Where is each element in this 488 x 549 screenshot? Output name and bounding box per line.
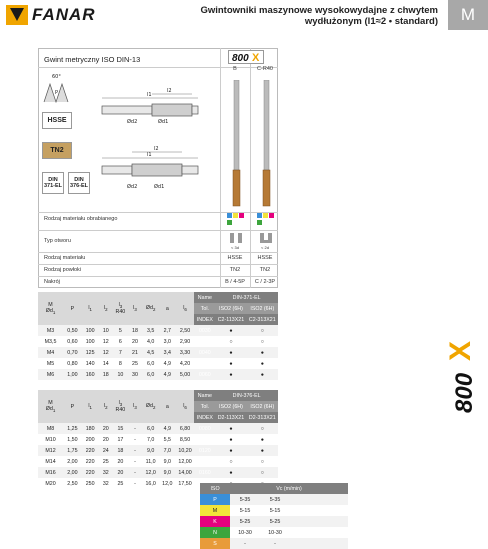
col-d2: $Ød_2$ (142, 390, 159, 423)
cell-l3: 18 (128, 325, 143, 336)
panel-title: Gwint metryczny ISO DIN-13 (44, 55, 141, 64)
vc-c-cell: 10-30 (260, 527, 290, 538)
cell-l1: 125 (82, 347, 99, 358)
cell-p: 2,50 (63, 478, 82, 489)
tap2-tip (182, 166, 198, 174)
cell-d2: 4,0 (142, 336, 159, 347)
vc-empty-cell (290, 516, 348, 527)
vc-c-cell: 5-15 (260, 505, 290, 516)
cell-p: 0,50 (63, 325, 82, 336)
col-p: P (63, 390, 82, 423)
cell-idx: 0140 (194, 456, 215, 467)
cell-l2: 12 (99, 347, 114, 358)
cell-l3r: 18 (113, 445, 128, 456)
cell-a: 9,0 (159, 456, 176, 467)
cell-m: M8 (38, 423, 63, 434)
cell-l6: 6,80 (176, 423, 195, 434)
cell-l2: 20 (99, 434, 114, 445)
cell-l2: 25 (99, 456, 114, 467)
thread-profile-icon (42, 72, 74, 106)
cell-a: 4,9 (159, 369, 176, 380)
tol-b: ISO2 (6H) (215, 401, 246, 412)
cell-m: M10 (38, 434, 63, 445)
hole-blind-icon (259, 232, 273, 246)
index-b: D2-113X21 (215, 412, 246, 423)
cell-l6: 17,50 (176, 478, 195, 489)
col-m: M $Ød_1$ (38, 292, 63, 325)
row-label-coating: Rodzaj powłoki (44, 267, 81, 273)
cell-l3: - (128, 445, 143, 456)
fanar-logo (6, 4, 134, 26)
cell-b: ● (215, 325, 246, 336)
col-a: a (159, 292, 176, 325)
badge-din371: DIN 371-EL (42, 172, 64, 194)
cell-b: ● (215, 358, 246, 369)
tap2-shank (102, 166, 132, 174)
cell-l2: 14 (99, 358, 114, 369)
cell-c: ○ (247, 336, 278, 347)
cell-c: ● (247, 358, 278, 369)
cell-l3: 20 (128, 336, 143, 347)
tap1-thread (152, 104, 192, 116)
table-vc (200, 483, 348, 549)
cell-l3: 30 (128, 369, 143, 380)
cell-l2: 24 (99, 445, 114, 456)
index-c: D2-313X21 (247, 412, 278, 423)
cell-l3r: 7 (113, 347, 128, 358)
cell-l3r: 17 (113, 434, 128, 445)
col-l3: $l_3$ (128, 390, 143, 423)
cell-c: ○ (247, 467, 278, 478)
tap-b-image (226, 80, 246, 208)
cell-d2: 12,0 (142, 467, 159, 478)
row-label-tip: Nakrój (44, 279, 60, 285)
tap2-thread (132, 164, 182, 176)
cell-l3r: 25 (113, 478, 128, 489)
vc-c-cell: 5-25 (260, 516, 290, 527)
vc-empty-cell (290, 527, 348, 538)
iso-group-cell: P (200, 494, 230, 505)
tap-drawings (92, 78, 217, 208)
col-l2: $l_2$ (99, 390, 114, 423)
cell-d2: 7,0 (142, 434, 159, 445)
logo-text: FANAR (32, 5, 96, 24)
row-label-material-group: Rodzaj materiału obrabianego (44, 216, 118, 222)
brand-800-text: 800 (451, 372, 478, 413)
index-label: INDEX (194, 314, 215, 325)
cell-m: M20 (38, 478, 63, 489)
cell-a: 9,0 (159, 467, 176, 478)
cell-p: 1,75 (63, 445, 82, 456)
cell-l1: 140 (82, 358, 99, 369)
tol-c: ISO2 (6H) (247, 303, 278, 314)
tap1-tip (192, 106, 198, 114)
badge-tn2: TN2 (42, 142, 72, 159)
vc-row (200, 494, 348, 505)
material-c-value: HSSE (257, 255, 273, 261)
cell-c: ● (247, 369, 278, 380)
cell-l6: 4,20 (176, 358, 195, 369)
tap-c-image (256, 80, 276, 208)
col-d2: $Ød_2$ (142, 292, 159, 325)
cell-b: ● (215, 369, 246, 380)
index-label: INDEX (194, 412, 215, 423)
cell-l2: 32 (99, 478, 114, 489)
cell-l3r: 20 (113, 467, 128, 478)
col-m: M $Ød_1$ (38, 390, 63, 423)
cell-d2: 9,0 (142, 445, 159, 456)
table-din371 (38, 292, 278, 380)
cell-l1: 250 (82, 478, 99, 489)
cell-b: ● (215, 434, 246, 445)
cell-l1: 180 (82, 423, 99, 434)
col-l1: $l_1$ (82, 292, 99, 325)
cell-a: 2,7 (159, 325, 176, 336)
iso-groups-b (226, 212, 246, 230)
cell-a: 3,4 (159, 347, 176, 358)
cell-l3: - (128, 478, 143, 489)
cell-l3: 21 (128, 347, 143, 358)
row-label-hole-type: Typ otworu (44, 238, 71, 244)
svg-text:Ød2: Ød2 (127, 119, 138, 125)
cell-l3r: 6 (113, 336, 128, 347)
logo-mark-icon (6, 5, 28, 25)
cell-l3: - (128, 434, 143, 445)
col-a: a (159, 390, 176, 423)
cell-p: 1,00 (63, 369, 82, 380)
cell-a: 7,0 (159, 445, 176, 456)
vc-b-cell: 5-35 (230, 494, 260, 505)
hole-c-label: < 2d (261, 245, 269, 250)
page-title (168, 5, 438, 27)
vc-b-cell: 10-30 (230, 527, 260, 538)
cell-p: 0,80 (63, 358, 82, 369)
col-p: P (63, 292, 82, 325)
cell-a: 4,9 (159, 358, 176, 369)
name-value: DIN-371-EL (215, 292, 278, 303)
cell-d2: 16,0 (142, 478, 159, 489)
col-b-label: B (233, 66, 237, 72)
tol-label: Tol. (194, 401, 215, 412)
table-row (38, 456, 278, 467)
cell-l1: 220 (82, 445, 99, 456)
iso-label: ISO (200, 483, 230, 494)
cell-l2: 32 (99, 467, 114, 478)
vc-b-cell: - (230, 538, 260, 549)
index-c: C2-313X21 (247, 314, 278, 325)
cell-l3r: 15 (113, 423, 128, 434)
table-row (38, 369, 278, 380)
cell-a: 3,0 (159, 336, 176, 347)
cell-l3: - (128, 467, 143, 478)
table-row (38, 445, 278, 456)
name-value: DIN-376-EL (215, 390, 278, 401)
cell-l3r: 20 (113, 456, 128, 467)
col-l3r40: $l_3$ R40 (113, 292, 128, 325)
vc-b-cell: 5-15 (230, 505, 260, 516)
vc-c-cell: - (260, 538, 290, 549)
cell-idx: 0060 (194, 369, 215, 380)
cell-m: M12 (38, 445, 63, 456)
row-label-material: Rodzaj materiału (44, 255, 86, 261)
col-l6: $l_6$ (176, 292, 195, 325)
hole-through-icon (229, 232, 243, 246)
vc-row (200, 505, 348, 516)
cell-m: M14 (38, 456, 63, 467)
iso-group-cell: S (200, 538, 230, 549)
iso-groups-c (256, 212, 276, 230)
cell-idx: 0035 (194, 336, 215, 347)
cell-d2: 6,0 (142, 423, 159, 434)
cell-p: 0,70 (63, 347, 82, 358)
cell-l2: 12 (99, 336, 114, 347)
iso-group-cell: K (200, 516, 230, 527)
cell-l1: 200 (82, 434, 99, 445)
panel-brand-logo (228, 50, 264, 64)
svg-text:l1: l1 (147, 152, 152, 158)
brand-800x-logo (442, 325, 482, 415)
cell-l2: 10 (99, 325, 114, 336)
col-l3: $l_3$ (128, 292, 143, 325)
svg-text:l2: l2 (167, 88, 172, 94)
cell-d2: 6,0 (142, 358, 159, 369)
table-row (38, 423, 278, 434)
cell-a: 5,5 (159, 434, 176, 445)
svg-text:l2: l2 (154, 146, 159, 152)
cell-l6: 10,20 (176, 445, 195, 456)
cell-a: 12,0 (159, 478, 176, 489)
title-line-1: Gwintowniki maszynowe wysokowydajne z chwytem (200, 5, 438, 16)
vc-row (200, 516, 348, 527)
cell-p: 1,50 (63, 434, 82, 445)
cell-m: M6 (38, 369, 63, 380)
table-row (38, 434, 278, 445)
svg-text:Ød1: Ød1 (158, 119, 169, 125)
cell-l1: 100 (82, 336, 99, 347)
cell-d2: 6,0 (142, 369, 159, 380)
cell-l1: 220 (82, 456, 99, 467)
cell-c: ○ (247, 456, 278, 467)
cell-p: 0,60 (63, 336, 82, 347)
cell-l6: 12,00 (176, 456, 195, 467)
cell-m: M3,5 (38, 336, 63, 347)
cell-d2: 11,0 (142, 456, 159, 467)
cell-m: M3 (38, 325, 63, 336)
cell-idx: 0100 (194, 434, 215, 445)
cell-l1: 220 (82, 467, 99, 478)
cell-c: ● (247, 434, 278, 445)
cell-l2: 18 (99, 369, 114, 380)
cell-l1: 100 (82, 325, 99, 336)
cell-d2: 3,5 (142, 325, 159, 336)
col-c-label: C-R40 (257, 66, 273, 72)
vc-empty-cell (290, 494, 348, 505)
cell-c: ○ (247, 423, 278, 434)
cell-p: 1,25 (63, 423, 82, 434)
table-row (38, 347, 278, 358)
cell-p: 2,00 (63, 467, 82, 478)
cell-m: M16 (38, 467, 63, 478)
index-b: C2-113X21 (215, 314, 246, 325)
cell-idx: 0050 (194, 358, 215, 369)
col-l1: $l_1$ (82, 390, 99, 423)
cell-l6: 8,50 (176, 434, 195, 445)
name-label: Name (194, 292, 215, 303)
tol-b: ISO2 (6H) (215, 303, 246, 314)
coating-c-value: TN2 (259, 267, 271, 273)
brand-x-text: X (444, 340, 477, 361)
table-row (38, 336, 278, 347)
cell-l6: 5,00 (176, 369, 195, 380)
cell-m: M4 (38, 347, 63, 358)
tol-c: ISO2 (6H) (247, 401, 278, 412)
badge-din376: DIN 376-EL (68, 172, 90, 194)
vc-row (200, 527, 348, 538)
col-l2: $l_2$ (99, 292, 114, 325)
cell-l6: 14,00 (176, 467, 195, 478)
svg-text:Ød1: Ød1 (154, 184, 165, 190)
cell-p: 2,00 (63, 456, 82, 467)
coating-b-value: TN2 (229, 267, 241, 273)
table-row (38, 358, 278, 369)
cell-c: ● (247, 347, 278, 358)
cell-l3r: 5 (113, 325, 128, 336)
cell-l3: - (128, 456, 143, 467)
svg-text:800: 800 (232, 53, 249, 64)
title-line-2: wydłużonym (l1≈2 • standard) (304, 16, 438, 27)
name-label: Name (194, 390, 215, 401)
table-row (38, 467, 278, 478)
col-l3r40: $l_3$ R40 (113, 390, 128, 423)
cell-b: ● (215, 347, 246, 358)
cell-d2: 4,5 (142, 347, 159, 358)
cell-l2: 20 (99, 423, 114, 434)
vc-empty-cell (290, 505, 348, 516)
svg-text:Ød2: Ød2 (127, 184, 138, 190)
cell-idx: 0040 (194, 347, 215, 358)
col-l6: $l_6$ (176, 390, 195, 423)
table-din376 (38, 390, 278, 489)
cell-b: ● (215, 467, 246, 478)
tol-label: Tol. (194, 303, 215, 314)
cell-m: M5 (38, 358, 63, 369)
badge-hsse: HSSE (42, 112, 72, 129)
cell-b: ● (215, 445, 246, 456)
tip-c-value: C / 2-3P (254, 279, 276, 285)
section-letter: M (448, 0, 488, 30)
cell-l3r: 8 (113, 358, 128, 369)
cell-l3: 25 (128, 358, 143, 369)
svg-text:l1: l1 (147, 92, 152, 98)
svg-text:60°: 60° (52, 74, 61, 80)
cell-c: ○ (247, 325, 278, 336)
cell-l6: 2,90 (176, 336, 195, 347)
cell-b: ● (215, 423, 246, 434)
material-b-value: HSSE (227, 255, 243, 261)
cell-l6: 3,30 (176, 347, 195, 358)
cell-a: 4,9 (159, 423, 176, 434)
vc-c-cell: 5-35 (260, 494, 290, 505)
cell-l3r: 10 (113, 369, 128, 380)
cell-idx: 0080 (194, 423, 215, 434)
tip-b-value: B / 4-5P (225, 279, 245, 285)
tap1-shank (102, 106, 152, 114)
cell-b: ○ (215, 336, 246, 347)
cell-b: ○ (215, 456, 246, 467)
vc-b-cell: 5-25 (230, 516, 260, 527)
svg-text:X: X (252, 52, 260, 64)
cell-idx: 0160 (194, 467, 215, 478)
iso-group-cell: M (200, 505, 230, 516)
cell-l1: 160 (82, 369, 99, 380)
cell-l3: - (128, 423, 143, 434)
table-row (38, 325, 278, 336)
cell-l6: 2,50 (176, 325, 195, 336)
cell-idx: 0120 (194, 445, 215, 456)
vc-label: Vc (m/min) (230, 483, 348, 494)
iso-group-cell: N (200, 527, 230, 538)
cell-c: ● (247, 445, 278, 456)
cell-idx: 0030 (194, 325, 215, 336)
hole-b-label: < 3d (231, 245, 239, 250)
svg-text:P: P (55, 90, 59, 96)
